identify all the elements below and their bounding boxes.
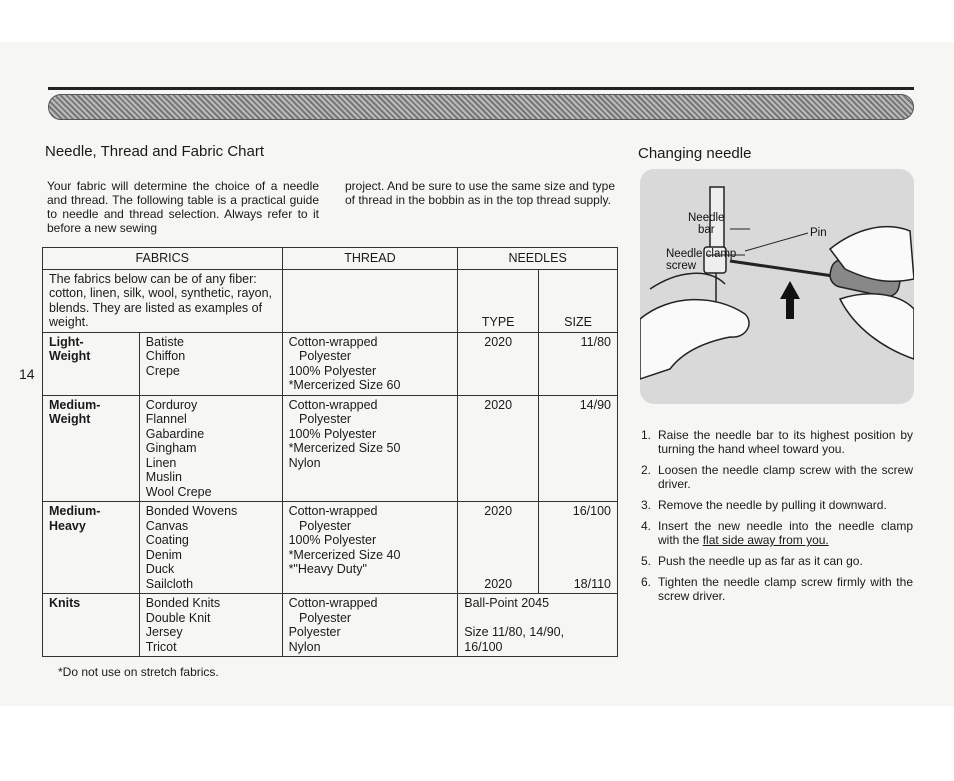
list-item: 5. Push the needle up as far as it can go. — [641, 554, 863, 568]
needle-thread-fabric-table — [42, 247, 618, 657]
footnote: *Do not use on stretch fabrics. — [58, 665, 219, 679]
fabric-description: The fabrics below can be of any fiber: cotton, linen, silk, wool, synthetic, rayon, blends. They are listed as examples of weight. — [43, 269, 283, 332]
table-row — [43, 594, 618, 657]
svg-text:Needle: Needle — [688, 212, 725, 224]
svg-text:Needle clamp: Needle clamp — [666, 248, 737, 260]
list-item: 2. Loosen the needle clamp screw with the screw driver. — [641, 463, 913, 491]
svg-text:Pin: Pin — [810, 227, 827, 239]
chart-title: Needle, Thread and Fabric Chart — [45, 143, 265, 160]
header-size: SIZE — [539, 269, 618, 332]
list-item: 6. Tighten the needle clamp screw firmly with the screw driver. — [641, 575, 913, 603]
top-rule — [48, 87, 914, 90]
weight-cell: Light- Weight — [43, 332, 140, 395]
intro-text-left: Your fabric will determine the choice of a needle and thread. The following table is a practical guide to needle and thread selection. Always refer to it before a new sewing — [47, 179, 319, 235]
page-number: 14 — [19, 366, 35, 382]
weight-cell: Medium- Heavy — [43, 502, 140, 594]
weight-cell: Medium- Weight — [43, 395, 140, 502]
intro-text-right: project. And be sure to use the same size and type of thread in the bobbin as in the top thread supply. — [345, 179, 615, 207]
fabrics-cell: Bonded Knits Double Knit Jersey Tricot — [139, 594, 282, 657]
decorative-header-band — [48, 94, 914, 120]
size-cell: 14/90 — [539, 395, 618, 502]
empty-cell — [282, 269, 458, 332]
weight-cell: Knits — [43, 594, 140, 657]
list-item: 3. Remove the needle by pulling it downward. — [641, 498, 887, 512]
thread-cell: Cotton-wrapped Polyester Polyester Nylon — [282, 594, 458, 657]
fabrics-cell: Batiste Chiffon Crepe — [139, 332, 282, 395]
thread-cell: Cotton-wrapped Polyester 100% Polyester *Mercerized Size 50 Nylon — [282, 395, 458, 502]
type-cell: 2020 2020 — [458, 502, 539, 594]
header-thread: THREAD — [282, 248, 458, 270]
header-type: TYPE — [458, 269, 539, 332]
table-row — [43, 395, 618, 502]
size-cell: 11/80 — [539, 332, 618, 395]
needle-change-illustration — [640, 169, 914, 404]
hands-screwdriver-icon — [640, 169, 914, 404]
header-needles: NEEDLES — [458, 248, 618, 270]
table-row — [43, 332, 618, 395]
thread-cell: Cotton-wrapped Polyester 100% Polyester *Mercerized Size 60 — [282, 332, 458, 395]
table-row — [43, 502, 618, 594]
manual-page — [0, 42, 954, 706]
fabrics-cell: Bonded Wovens Canvas Coating Denim Duck Sailcloth — [139, 502, 282, 594]
header-fabrics: FABRICS — [43, 248, 283, 270]
needles-merged-cell: Ball-Point 2045 Size 11/80, 14/90, 16/100 — [458, 594, 618, 657]
type-cell: 2020 — [458, 395, 539, 502]
fabrics-cell: Corduroy Flannel Gabardine Gingham Linen Muslin Wool Crepe — [139, 395, 282, 502]
size-cell: 16/100 18/110 — [539, 502, 618, 594]
svg-text:bar: bar — [698, 224, 715, 236]
type-cell: 2020 — [458, 332, 539, 395]
changing-needle-title: Changing needle — [638, 145, 752, 162]
list-item: 4. Insert the new needle into the needle clamp with the flat side away from you. — [641, 519, 913, 547]
list-item: 1. Raise the needle bar to its highest position by turning the hand wheel toward you. — [641, 428, 913, 456]
changing-needle-steps — [641, 428, 913, 610]
svg-text:screw: screw — [666, 260, 697, 272]
thread-cell: Cotton-wrapped Polyester 100% Polyester *Mercerized Size 40 *"Heavy Duty" — [282, 502, 458, 594]
